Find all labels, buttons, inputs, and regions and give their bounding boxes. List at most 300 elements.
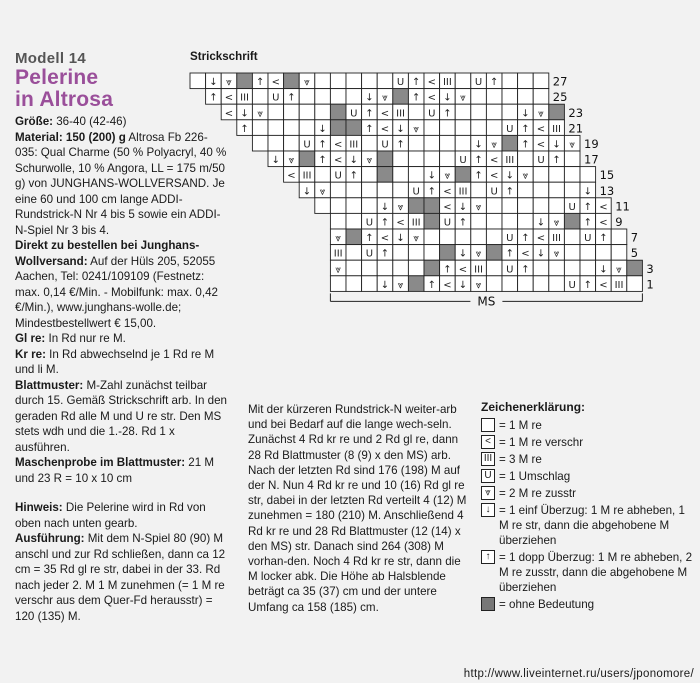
chart-symbol: ↑ [318, 155, 327, 167]
chart-cell [455, 104, 471, 120]
chart-cell [564, 229, 580, 245]
chart-cell [564, 260, 580, 276]
chart-cell [299, 151, 315, 167]
chart-cell [518, 276, 534, 292]
chart-symbol: ⩔ [319, 186, 326, 198]
chart-symbol: U [474, 77, 483, 89]
chart-symbol: ↓ [365, 92, 374, 104]
chart-symbol: U [537, 155, 545, 167]
chart-symbol: < [458, 264, 468, 276]
chart-cell [627, 276, 643, 292]
chart-symbol: ⩔ [382, 92, 388, 104]
chart-cell [377, 73, 393, 89]
chart-cell [486, 213, 502, 229]
chart-cell [393, 151, 409, 167]
chart-symbol: ↓ [505, 170, 514, 182]
chart-grid [0, 0, 700, 330]
chart-cell [424, 120, 440, 136]
chart-cell [252, 135, 268, 151]
chart-symbol: < [599, 279, 608, 291]
chart-cell [564, 167, 580, 183]
chart-symbol: ↑ [412, 92, 421, 104]
chart-cell [486, 276, 502, 292]
chart-cell [330, 198, 346, 214]
chart-symbol: ↑ [427, 186, 436, 198]
chart-symbol: U [568, 201, 576, 213]
no-stitch-icon [481, 597, 495, 611]
chart-symbol: ↑ [412, 77, 421, 89]
chart-cell [455, 167, 471, 183]
chart-cell [440, 245, 456, 261]
chart-symbol: < [380, 233, 390, 245]
source-url: http://www.liveinternet.ru/users/jponomore/ [463, 668, 694, 680]
detail-blattmuster: Blattmuster: M-Zahl zunächst teilbar durch 15. Gemäß Strickschrift arb. In den geraden Rd alle M und U re str. Den MS stets wdh und die 1.-28. Rd 1 x ausführen. [15, 378, 227, 454]
skpo-icon: ↓ [481, 503, 495, 517]
chart-symbol: < [599, 217, 608, 229]
chart-cell [549, 276, 565, 292]
chart-cell [455, 229, 471, 245]
row-number: 3 [646, 261, 654, 276]
chart-symbol: ↑ [256, 77, 265, 89]
chart-symbol: < [380, 123, 390, 135]
row-number: 11 [615, 199, 630, 214]
chart-symbol: ↓ [240, 108, 249, 120]
chart-cell [252, 120, 268, 136]
row-number: 9 [615, 215, 623, 229]
chart-symbol: ↓ [396, 123, 405, 135]
chart-cell [408, 104, 424, 120]
chart-cell [330, 182, 346, 198]
chart-symbol: < [287, 170, 296, 182]
chart-cell [486, 229, 502, 245]
chart-cell [393, 260, 409, 276]
chart-cell [299, 104, 315, 120]
double-decrease-icon: ↑ [481, 550, 495, 564]
chart-cell [455, 73, 471, 89]
chart-symbol: U [365, 248, 374, 260]
chart-symbol: < [224, 92, 234, 104]
chart-symbol: III [411, 217, 421, 229]
chart-cell [627, 260, 643, 276]
chart-symbol: III [240, 92, 250, 104]
chart-symbol: III [396, 108, 406, 120]
chart-symbol: ↓ [209, 77, 218, 89]
legend-title: Zeichenerklärung: [481, 400, 586, 414]
chart-symbol: ↑ [521, 264, 530, 276]
chart-cell [362, 73, 378, 89]
chart-cell [440, 151, 456, 167]
chart-cell [549, 167, 565, 183]
chart-symbol: < [427, 92, 436, 104]
chart-cell [580, 245, 596, 261]
chart-cell [549, 182, 565, 198]
chart-symbol: ↓ [536, 248, 546, 260]
chart-cell [596, 245, 612, 261]
chart-cell [518, 151, 534, 167]
chart-cell [346, 89, 362, 105]
row-number: 5 [630, 246, 639, 261]
chart-symbol: < [536, 123, 546, 135]
chart-symbol: ⩔ [226, 77, 232, 89]
twisted-knit-icon: < [481, 435, 495, 449]
chart-symbol: ↑ [521, 233, 530, 245]
chart-symbol: U [568, 279, 576, 291]
chart-symbol: ↓ [552, 139, 561, 151]
chart-symbol: ⩔ [366, 155, 373, 167]
chart-symbol: < [599, 201, 608, 213]
pattern-title-line2: in Altrosa [15, 88, 114, 111]
chart-symbol: ↓ [427, 170, 436, 182]
chart-symbol: ⩔ [475, 201, 482, 213]
chart-symbol: ⩔ [475, 279, 482, 291]
chart-cell [502, 135, 518, 151]
detail-gl-re: Gl re: In Rd nur re M. [15, 332, 126, 345]
chart-symbol: ↑ [443, 264, 452, 276]
chart-cell [486, 89, 502, 105]
chart-symbol: III [333, 248, 343, 260]
row-number: 1 [646, 277, 654, 292]
chart-cell [424, 229, 440, 245]
chart-cell [486, 198, 502, 214]
chart-symbol: ↓ [349, 155, 358, 167]
chart-symbol: U [506, 123, 514, 135]
chart-symbol: ↑ [365, 123, 374, 135]
legend-item-text: = 1 einf Überzug: 1 M re abheben, 1 M re str, dann die abgehobene M überziehen [499, 504, 685, 547]
chart-cell [330, 104, 346, 120]
row-number: 17 [584, 152, 599, 167]
hinweis: Hinweis: Die Pelerine wird in Rd von oben nach unten gearb. [15, 501, 206, 530]
legend-item [481, 550, 696, 595]
chart-cell [471, 104, 487, 120]
chart-symbol: U [506, 233, 514, 245]
chart-symbol: U [506, 264, 514, 276]
knitting-chart [0, 0, 700, 330]
chart-symbol: III [505, 155, 515, 167]
chart-cell [471, 182, 487, 198]
chart-symbol: ↑ [583, 217, 592, 229]
chart-cell [564, 151, 580, 167]
chart-cell [518, 73, 534, 89]
chart-cell [362, 135, 378, 151]
chart-symbol: ↓ [318, 123, 327, 135]
chart-symbol: ↓ [599, 264, 608, 276]
chart-symbol: ⩔ [491, 139, 498, 151]
chart-symbol: < [443, 279, 452, 291]
chart-cell [268, 104, 284, 120]
chart-symbol: < [427, 77, 436, 89]
chart-cell [533, 260, 549, 276]
chart-cell [299, 89, 315, 105]
legend-item-text: = 1 M re verschr [499, 436, 584, 449]
chart-cell [502, 104, 518, 120]
chart-symbol: ⩔ [553, 217, 560, 229]
legend-item [481, 469, 696, 484]
chart-cell [533, 182, 549, 198]
chart-symbol: ⩔ [413, 233, 420, 245]
chart-cell [346, 198, 362, 214]
chart-symbol: ⩔ [288, 155, 295, 167]
chart-symbol: ↓ [302, 186, 312, 198]
chart-symbol: ↓ [271, 155, 280, 167]
chart-symbol: < [396, 217, 405, 229]
chart-cell [315, 198, 331, 214]
chart-symbol: III [552, 233, 562, 245]
chart-symbol: U [412, 186, 420, 198]
row-number: 15 [599, 168, 615, 183]
detail-material: Material: 150 (200) g Altrosa Fb 226-035: Qual Charme (50 % Polyacryl, 40 % Schurwolle, 10 % Angora, LL = 175 m/50 g) von JUNGHANS-WOLLVERSAND. Je eine 60 und 100 cm lange ADDI-Rundstrick-N Nr 4 bis 5 sowie ein ADDI-N-Spiel Nr 3 bis 4. [15, 130, 227, 237]
chart-symbol: ⩔ [475, 248, 482, 260]
chart-symbol: ↑ [521, 123, 530, 135]
chart-symbol: U [428, 108, 436, 120]
chart-cell [346, 276, 362, 292]
legend-item [481, 503, 696, 548]
chart-cell [486, 245, 502, 261]
chart-cell [330, 120, 346, 136]
chart-symbol: ↓ [474, 139, 483, 151]
chart-cell [533, 198, 549, 214]
chart-symbol: ↑ [349, 170, 358, 182]
chart-symbol: ⩔ [553, 248, 560, 260]
chart-cell [315, 104, 331, 120]
chart-cell [393, 167, 409, 183]
chart-symbol: < [536, 139, 546, 151]
chart-symbol: < [443, 201, 452, 213]
chart-symbol: ↑ [521, 139, 530, 151]
chart-cell [408, 198, 424, 214]
chart-cell [408, 245, 424, 261]
chart-symbol: ↑ [365, 108, 374, 120]
chart-cell [564, 213, 580, 229]
chart-cell [580, 260, 596, 276]
chart-cell [393, 182, 409, 198]
chart-cell [533, 89, 549, 105]
chart-cell [330, 73, 346, 89]
chart-symbol: U [365, 217, 374, 229]
chart-cell [284, 135, 300, 151]
chart-cell [424, 245, 440, 261]
chart-symbol: III [458, 186, 468, 198]
chart-symbol: III [349, 139, 359, 151]
model-label: Modell 14 [15, 50, 87, 67]
legend-item [481, 435, 696, 450]
chart-symbol: < [536, 233, 546, 245]
chart-symbol: III [614, 279, 624, 291]
chart-cell [564, 245, 580, 261]
chart-symbol: U [303, 139, 311, 151]
chart-cell [533, 276, 549, 292]
legend-item [481, 418, 696, 433]
chart-cell [346, 245, 362, 261]
chart-symbol: ↑ [209, 92, 218, 104]
chart-cell [330, 276, 346, 292]
chart-symbol: ⩔ [304, 77, 310, 89]
chart-cell [330, 213, 346, 229]
k2tog-icon: ⩔ [481, 486, 495, 500]
chart-cell [299, 120, 315, 136]
chart-symbol: ↑ [474, 155, 483, 167]
detail-gauge: Maschenprobe im Blattmuster: 21 M und 23 R = 10 x 10 cm [15, 456, 215, 485]
detail-order: Direkt zu bestellen bei Junghans-Wollversand: Auf der Hüls 205, 52055 Aachen, Tel: 0241/109109 (Festnetz: max. 0,14 €/Min. - Mobilfunk: max. 0,42 €/Min.), www.junghans-wolle.de; Mindestbestellwert € 15,00. [15, 239, 218, 330]
chart-cell [549, 260, 565, 276]
chart-cell [377, 260, 393, 276]
chart-symbol: ⩔ [397, 279, 404, 291]
chart-cell [408, 167, 424, 183]
chart-cell [486, 260, 502, 276]
chart-symbol: < [490, 155, 499, 167]
chart-cell [502, 198, 518, 214]
chart-cell [377, 167, 393, 183]
knit-icon [481, 418, 495, 432]
chart-symbol: ↑ [365, 233, 374, 245]
chart-cell [580, 167, 596, 183]
chart-symbol: ↑ [318, 139, 327, 151]
detail-size: Größe: 36-40 (42-46) [15, 115, 127, 128]
three-knit-icon: III [481, 452, 495, 466]
chart-symbol: ⩔ [538, 108, 544, 120]
row-number: 21 [568, 121, 584, 136]
chart-symbol: < [490, 170, 499, 182]
chart-symbol: ↑ [505, 248, 514, 260]
chart-cell [502, 213, 518, 229]
chart-symbol: U [334, 170, 342, 182]
chart-cell [268, 120, 284, 136]
chart-symbol: ⩔ [522, 170, 529, 182]
chart-cell [346, 260, 362, 276]
legend-item [481, 452, 696, 467]
chart-cell [518, 182, 534, 198]
legend-item-text: = 1 Umschlag [499, 470, 571, 483]
chart-symbol: ↑ [240, 123, 249, 135]
chart-symbol: ⩔ [397, 201, 404, 213]
chart-cell [408, 276, 424, 292]
chart-cell [455, 135, 471, 151]
chart-cell [611, 229, 627, 245]
chart-symbol: ↓ [458, 279, 468, 291]
row-number: 25 [552, 90, 568, 105]
chart-cell [315, 89, 331, 105]
chart-symbol: ↑ [599, 233, 608, 245]
chart-cell [346, 73, 362, 89]
chart-symbol: ⩔ [257, 108, 264, 120]
chart-cell [518, 89, 534, 105]
chart-symbol: ⩔ [413, 123, 420, 135]
chart-symbol: ↑ [490, 77, 499, 89]
chart-cell [424, 151, 440, 167]
chart-cell [284, 73, 300, 89]
chart-symbol: ↑ [474, 170, 483, 182]
chart-cell [362, 198, 378, 214]
chart-symbol: III [552, 123, 562, 135]
chart-symbol: ↓ [521, 108, 530, 120]
chart-symbol: ↑ [505, 186, 514, 198]
legend-item-text: = 1 dopp Überzug: 1 M re abheben, 2 M re zusstr, dann die abgehobene M überziehen [499, 551, 693, 594]
chart-cell [486, 104, 502, 120]
chart-cell [362, 182, 378, 198]
ausfuehrung: Ausführung: Mit dem N-Spiel 80 (90) M anschl und zur Rd schließen, dann ca 12 cm = 35 Rd gl re str, dabei in der 33. Rd nach jeder 2. M 1 M zunehmen (= 1 M re verschr aus dem Quer-Fd herausstr) = 120 (135) M. [15, 532, 226, 623]
chart-cell [455, 120, 471, 136]
chart-cell [549, 198, 565, 214]
chart-symbol: < [271, 77, 280, 89]
chart-symbol: < [443, 186, 452, 198]
legend-item-text: = ohne Bedeutung [499, 598, 595, 611]
chart-cell [611, 245, 627, 261]
chart-symbol: U [490, 186, 498, 198]
chart-cell [284, 120, 300, 136]
row-number: 23 [568, 105, 584, 120]
chart-symbol: ↓ [380, 201, 390, 213]
chart-symbol: ⩔ [444, 170, 451, 182]
row-number: 13 [599, 183, 615, 198]
row-number: 19 [584, 137, 599, 151]
legend-item-text: = 1 M re [499, 419, 542, 432]
chart-symbol: ↑ [552, 155, 561, 167]
chart-symbol: ↑ [380, 248, 390, 260]
chart-cell [424, 135, 440, 151]
chart-cell [190, 73, 206, 89]
chart-symbol: < [380, 108, 390, 120]
chart-symbol: < [334, 139, 343, 151]
chart-cell [346, 120, 362, 136]
chart-symbol: ↑ [583, 201, 592, 213]
chart-cell [346, 229, 362, 245]
chart-cell [471, 229, 487, 245]
chart-symbol: ↓ [458, 201, 468, 213]
chart-symbol: III [302, 170, 312, 182]
row-number: 7 [630, 230, 639, 245]
chart-cell [502, 73, 518, 89]
chart-cell [346, 213, 362, 229]
chart-cell [237, 73, 253, 89]
legend-item [481, 597, 696, 612]
chart-cell [486, 120, 502, 136]
chart-symbol: U [396, 77, 405, 89]
chart-cell [377, 182, 393, 198]
pattern-title-line1: Pelerine [15, 66, 99, 89]
chart-cell [393, 89, 409, 105]
chart-symbol: ↑ [427, 279, 436, 291]
yarn-over-icon: U [481, 469, 495, 483]
chart-cell [440, 135, 456, 151]
legend-item-text: = 3 M re [499, 453, 542, 466]
chart-cell [362, 167, 378, 183]
chart-cell [346, 182, 362, 198]
chart-title: Strickschrift [190, 50, 258, 63]
detail-kr-re: Kr re: In Rd abwechselnd je 1 Rd re M und li M. [15, 347, 215, 376]
chart-cell [549, 104, 565, 120]
chart-symbol: < [334, 155, 343, 167]
chart-cell [533, 73, 549, 89]
chart-symbol: ⩔ [616, 264, 622, 276]
chart-symbol: ⩔ [335, 233, 342, 245]
chart-symbol: ⩔ [335, 264, 342, 276]
chart-cell [424, 213, 440, 229]
chart-cell [362, 260, 378, 276]
chart-symbol: ↑ [287, 92, 296, 104]
chart-cell [408, 260, 424, 276]
ms-label: MS [477, 294, 496, 309]
chart-symbol: U [584, 233, 592, 245]
chart-cell [268, 135, 284, 151]
legend-item-text: = 2 M re zusstr [499, 487, 576, 500]
chart-cell [518, 213, 534, 229]
legend-item [481, 486, 696, 501]
chart-symbol: ↑ [443, 108, 452, 120]
chart-symbol: ↓ [380, 279, 390, 291]
chart-cell [252, 89, 268, 105]
chart-cell [440, 120, 456, 136]
chart-cell [424, 260, 440, 276]
chart-cell [315, 73, 331, 89]
